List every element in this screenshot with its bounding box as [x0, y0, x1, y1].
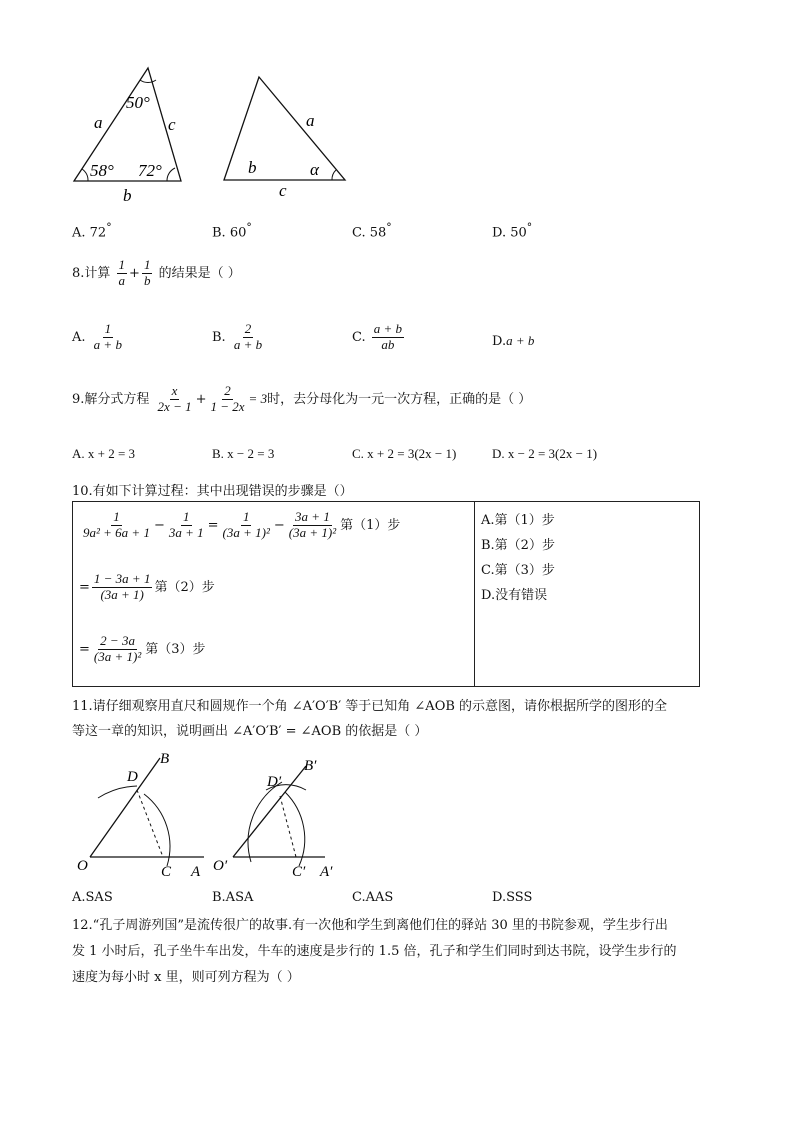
- q10-l3-num: 2 − 3a: [100, 633, 135, 648]
- question-9: [72, 384, 531, 415]
- q8-d-text: a + b: [506, 333, 535, 348]
- q10-l1-f3-den: (3a + 1)²: [222, 524, 270, 540]
- fig-right-label-O: O′: [213, 858, 228, 874]
- q8-plus: +: [129, 265, 140, 281]
- q8-frac1-num: 1: [118, 257, 126, 272]
- q8-option-b[interactable]: [212, 322, 266, 353]
- question-10-stem: [72, 480, 353, 499]
- q7-option-b[interactable]: [212, 221, 252, 240]
- fig-right-label-C: C′: [292, 864, 306, 880]
- q8-option-a-label: A.: [72, 329, 86, 345]
- label-side-b: b: [123, 186, 132, 205]
- q11-line1-text: 11.请仔细观察用直尺和圆规作一个角 ∠A′O′B′ 等于已知角 ∠AOB 的示意图，请你根据所学的图形的全: [72, 699, 668, 714]
- q10-step3-label: 第（3）步: [145, 641, 206, 657]
- triangle-figures: [60, 60, 380, 210]
- q10-l1-f2-den: 3a + 1: [168, 524, 204, 540]
- q10-option-c[interactable]: C.第（3）步: [481, 563, 555, 578]
- q8-a-den: a + b: [93, 336, 122, 352]
- q7-option-a[interactable]: [72, 221, 112, 240]
- q8-b-num: 2: [244, 321, 252, 336]
- q7-option-d[interactable]: [492, 221, 532, 240]
- fig-left-label-O: O: [77, 858, 88, 874]
- q9-option-b-text: B. x − 2 = 3: [212, 446, 275, 461]
- q8-option-c-label: C.: [352, 329, 366, 345]
- label-right-side-c: c: [279, 181, 287, 200]
- fig-right-label-D: D′: [267, 774, 282, 790]
- q10-l1-f2-num: 1: [183, 509, 190, 524]
- q10-step1-label: 第（1）步: [340, 517, 401, 533]
- triangle-right: [224, 77, 345, 180]
- q8-a-num: 1: [104, 321, 112, 336]
- q9-option-c-text: C. x + 2 = 3(2x − 1): [352, 446, 457, 461]
- question-11-line2: [72, 720, 427, 739]
- q9-option-a[interactable]: [72, 446, 135, 462]
- q9-plus: +: [195, 391, 207, 407]
- q10-l2-den: (3a + 1): [100, 586, 144, 602]
- question-11-line1: [72, 695, 667, 714]
- q10-minus: −: [153, 517, 165, 533]
- label-right-angle: α: [310, 160, 319, 179]
- q9-frac1-den: 2x − 1: [157, 398, 192, 414]
- q10-l1-f3-num: 1: [242, 509, 250, 524]
- degree-sign: °: [386, 221, 392, 234]
- q10-eq1: =: [207, 517, 219, 533]
- q10-l3-den: (3a + 1)²: [93, 648, 142, 664]
- label-right-side-a: a: [306, 111, 315, 130]
- q9-frac2-den: 1 − 2x: [210, 398, 245, 414]
- q8-prefix: 8.计算: [72, 265, 111, 281]
- q10-eq3: =: [79, 641, 90, 657]
- q11-compass-figure: [70, 748, 360, 882]
- question-12-line2: [72, 940, 676, 959]
- q8-c-num: a + b: [373, 321, 403, 336]
- q7-option-d-text: D. 50: [492, 225, 527, 241]
- degree-sign: °: [246, 221, 252, 234]
- q10-option-d[interactable]: D.没有错误: [481, 588, 548, 603]
- fig-left-label-A: A: [191, 864, 201, 880]
- q11-option-a-text: A.SAS: [72, 890, 113, 905]
- label-side-a: a: [94, 113, 103, 132]
- q10-minus: −: [273, 517, 285, 533]
- degree-sign: °: [526, 221, 533, 234]
- label-side-c: c: [168, 115, 176, 134]
- q8-option-d[interactable]: [492, 333, 534, 349]
- q9-option-c[interactable]: [352, 446, 456, 462]
- q8-option-d-label: D.: [492, 334, 507, 349]
- label-right-side-b: b: [248, 158, 257, 177]
- q10-l1-f4-num: 3a + 1: [295, 509, 330, 524]
- q9-option-a-text: A. x + 2 = 3: [72, 446, 136, 461]
- degree-sign: °: [106, 221, 112, 234]
- q10-table-divider: [474, 502, 475, 686]
- q9-option-d-text: D. x − 2 = 3(2x − 1): [492, 446, 598, 461]
- q12-line1-text: 12.“孔子周游列国”是流传很广的故事.有一次他和学生到离他们住的驿站 30 里的书院参观，学生步行出: [72, 918, 668, 933]
- question-12-line3: [72, 966, 300, 985]
- q8-option-b-label: B.: [212, 329, 226, 345]
- fig-left-label-B: B: [160, 751, 170, 767]
- q10-l2-num: 1 − 3a + 1: [93, 571, 151, 586]
- q9-frac2-num: 2: [224, 383, 231, 398]
- q7-option-c-text: C. 58: [352, 225, 387, 241]
- q11-option-c-text: C.AAS: [352, 890, 394, 905]
- question-8: [72, 258, 241, 289]
- q12-line3-text: 速度为每小时 x 里，则可列方程为（ ）: [72, 970, 300, 985]
- q8-c-den: ab: [381, 336, 395, 352]
- q10-option-a[interactable]: A.第（1）步: [481, 513, 555, 528]
- q11-option-d[interactable]: [492, 890, 532, 905]
- q8-suffix: 的结果是（ ）: [158, 265, 241, 281]
- q9-option-d[interactable]: [492, 446, 597, 462]
- q10-step2-label: 第（2）步: [154, 579, 215, 595]
- q10-l1-f1-num: 1: [113, 509, 120, 524]
- q11-option-d-text: D.SSS: [492, 890, 533, 905]
- q9-frac1-num: x: [171, 383, 178, 398]
- q10-step1: [79, 510, 400, 541]
- q8-option-a[interactable]: [72, 322, 126, 353]
- q10-step3: [79, 634, 206, 665]
- label-angle-right: 72°: [138, 161, 162, 180]
- q8-b-den: a + b: [233, 336, 263, 352]
- q10-eq2: =: [79, 579, 90, 595]
- q11-option-a[interactable]: [72, 890, 113, 905]
- question-12-line1: [72, 914, 668, 933]
- q9-option-b[interactable]: [212, 446, 274, 462]
- q8-frac2-num: 1: [143, 257, 151, 272]
- q10-l1-f1-den: 9a² + 6a + 1: [83, 524, 150, 540]
- label-angle-top: 50°: [126, 93, 150, 112]
- q10-table: [72, 501, 700, 687]
- label-angle-left: 58°: [90, 161, 114, 180]
- q9-eq: = 3: [248, 390, 268, 406]
- q7-option-a-text: A. 72: [72, 225, 107, 241]
- q8-frac1-den: a: [118, 272, 126, 288]
- q11-option-b[interactable]: [212, 890, 253, 905]
- fig-left-label-C: C: [161, 864, 172, 880]
- fig-right-label-B: B′: [304, 758, 317, 774]
- q8-option-c[interactable]: [352, 322, 406, 353]
- q7-option-c[interactable]: [352, 221, 392, 240]
- q9-prefix: 9.解分式方程: [72, 391, 150, 407]
- q10-l1-f4-den: (3a + 1)²: [288, 524, 337, 540]
- q11-option-c[interactable]: [352, 890, 393, 905]
- q12-line2-text: 发 1 小时后，孔子坐牛车出发，牛车的速度是步行的 1.5 倍，孔子和学生们同时到达书院，设学生步行的: [72, 944, 677, 959]
- q8-frac2-den: b: [143, 272, 151, 288]
- q10-option-b[interactable]: B.第（2）步: [481, 538, 555, 553]
- q7-option-b-text: B. 60: [212, 225, 247, 241]
- fig-right-label-A: A′: [320, 864, 333, 880]
- q9-suffix: 时，去分母化为一元一次方程，正确的是（ ）: [267, 391, 532, 407]
- q10-stem-text: 10.有如下计算过程：其中出现错误的步骤是（）: [72, 484, 353, 499]
- q11-line2-text: 等这一章的知识，说明画出 ∠A′O′B′ = ∠AOB 的依据是（ ）: [72, 724, 428, 739]
- fig-left-label-D: D: [127, 769, 138, 785]
- q10-options: [481, 508, 555, 608]
- q11-option-b-text: B.ASA: [212, 890, 254, 905]
- q10-step2: [79, 572, 215, 603]
